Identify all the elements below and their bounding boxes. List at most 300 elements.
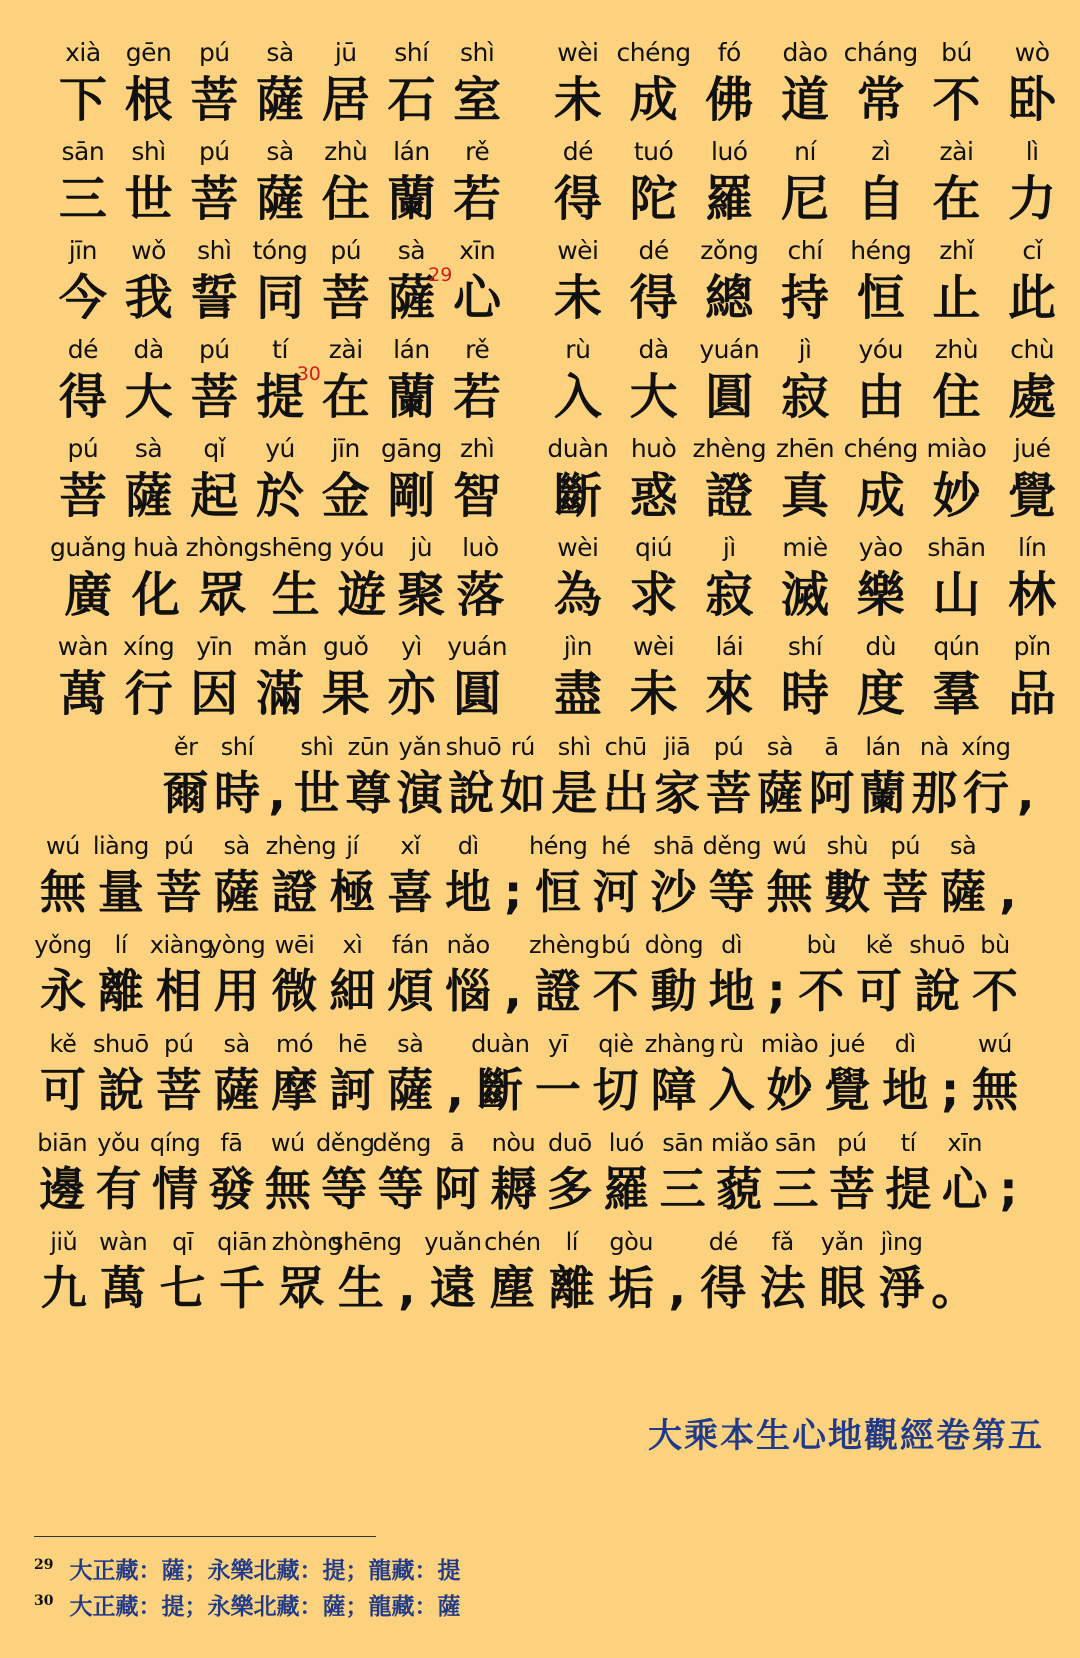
hanzi: 世 [293, 766, 340, 820]
punctuation-cell [761, 928, 793, 1032]
char-cell [540, 432, 616, 536]
pinyin: liàng [92, 832, 149, 860]
hanzi: 寂 [705, 567, 754, 623]
char-cell [540, 135, 616, 239]
verse-left-half [50, 36, 510, 140]
pinyin: chū [604, 733, 647, 761]
char-cell [50, 432, 116, 536]
hanzi: 說 [97, 1063, 144, 1117]
hanzi: 求 [629, 567, 678, 623]
hanzi: 果 [321, 666, 370, 722]
hanzi: 自 [856, 171, 905, 227]
char-cell [150, 1027, 208, 1131]
hanzi: 菩 [155, 865, 202, 919]
pinyin: guǎng [50, 533, 127, 562]
char-cell [50, 135, 116, 239]
char-cell [313, 135, 379, 239]
pinyin: kě [49, 1030, 77, 1058]
char-cell [331, 1225, 402, 1329]
pinyin: shí [220, 733, 254, 761]
pinyin: sà [134, 434, 163, 463]
pinyin: wèi [557, 236, 599, 265]
char-cell [92, 829, 150, 933]
hanzi: 塵 [489, 1261, 536, 1315]
char-cell [266, 1027, 324, 1131]
char-cell [767, 135, 843, 239]
pinyin: yǎn [398, 733, 442, 761]
hanzi: 河 [592, 865, 639, 919]
pinyin: yú [265, 434, 295, 463]
pinyin: lán [393, 137, 430, 166]
pinyin: děng [372, 1129, 431, 1157]
char-cell [181, 36, 247, 140]
verse-right-half [540, 36, 1070, 140]
char-cell [994, 234, 1070, 338]
char-cell [767, 432, 843, 536]
char-cell [497, 730, 548, 834]
hanzi: 羅 [603, 1162, 650, 1216]
hanzi: , [1016, 766, 1035, 820]
hanzi: 量 [97, 865, 144, 919]
pinyin: zhèng [265, 832, 337, 860]
hanzi: 出 [602, 766, 649, 820]
hanzi: , [668, 1261, 686, 1315]
pinyin: shí [787, 632, 823, 661]
hanzi: 。 [931, 1261, 978, 1315]
hanzi: 菩 [321, 270, 370, 326]
pinyin: miǎo [710, 1129, 769, 1157]
hanzi: 等 [377, 1162, 424, 1216]
char-cell [247, 234, 313, 338]
pinyin: dì [721, 931, 743, 959]
hanzi: 薩 [387, 270, 436, 326]
pinyin: ā [824, 733, 839, 761]
pinyin [263, 730, 291, 764]
pinyin: pú [198, 335, 230, 364]
pinyin: nǎo [446, 931, 490, 959]
pinyin: héng [528, 832, 588, 860]
hanzi: 細 [329, 964, 376, 1018]
hanzi: ; [503, 865, 523, 919]
pinyin: zhǐ [939, 236, 974, 265]
prose-row [34, 829, 1024, 933]
hanzi: 九 [40, 1261, 87, 1315]
pinyin: wò [1014, 38, 1050, 67]
char-cell [93, 1225, 152, 1329]
pinyin: chén [484, 1228, 541, 1256]
pinyin: zhù [324, 137, 368, 166]
char-cell [149, 928, 214, 1032]
hanzi: 無 [39, 865, 86, 919]
pinyin: qǐ [203, 434, 226, 463]
hanzi: 蘭 [387, 369, 436, 425]
char-cell [616, 432, 692, 536]
hanzi: 大 [629, 369, 678, 425]
char-cell [92, 1027, 150, 1131]
char-cell [691, 135, 767, 239]
char-cell [966, 928, 1024, 1032]
pinyin: dào [782, 38, 828, 67]
pinyin: bú [601, 931, 631, 959]
pinyin: sà [397, 236, 426, 265]
char-cell [394, 730, 445, 834]
char-cell [598, 1126, 654, 1230]
pinyin: lái [715, 632, 744, 661]
hanzi: 不 [932, 72, 981, 128]
pinyin: rù [565, 335, 591, 364]
hanzi: 菩 [190, 72, 239, 128]
hanzi: 根 [124, 72, 173, 128]
hanzi: 薩 [213, 865, 260, 919]
pinyin [497, 829, 529, 863]
hanzi: 爾 [162, 766, 209, 820]
pinyin: ā [449, 1129, 465, 1157]
hanzi: ; [767, 964, 786, 1018]
pinyin: pú [198, 38, 230, 67]
hanzi: , [268, 766, 286, 820]
hanzi: 生 [271, 567, 320, 623]
char-cell [332, 531, 391, 635]
hanzi: 尊 [345, 766, 392, 820]
char-cell [147, 1126, 203, 1230]
pinyin: jì [798, 335, 812, 364]
hanzi: 得 [553, 171, 602, 227]
char-cell [703, 730, 754, 834]
hanzi: 阿 [434, 1162, 481, 1216]
footnote-marker[interactable]: 29 [428, 264, 453, 286]
hanzi: 起 [190, 468, 239, 524]
char-cell [181, 333, 247, 437]
hanzi: 不 [971, 964, 1018, 1018]
char-cell [600, 730, 651, 834]
punctuation-cell [1012, 730, 1040, 834]
hanzi: 未 [553, 72, 602, 128]
hanzi: 演 [396, 766, 443, 820]
char-cell [934, 829, 992, 933]
pinyin: shuō [93, 1030, 149, 1058]
char-cell [423, 1225, 482, 1329]
hanzi: 滅 [781, 567, 830, 623]
pinyin: zūn [347, 733, 390, 761]
hanzi: 時 [214, 766, 261, 820]
hanzi: 得 [629, 270, 678, 326]
prose-row [34, 1027, 1024, 1131]
pinyin: qún [933, 632, 980, 661]
hanzi: 情 [152, 1162, 199, 1216]
pinyin: zhì [459, 434, 495, 463]
char-cell [529, 829, 587, 933]
hanzi: 入 [553, 369, 602, 425]
punctuation-cell [934, 1027, 966, 1131]
pinyin: yī [547, 1030, 568, 1058]
pinyin: sà [397, 1030, 424, 1058]
punctuation-cell [992, 829, 1024, 933]
pinyin: jiǔ [50, 1228, 78, 1256]
hanzi: 切 [592, 1063, 639, 1117]
pinyin: duō [548, 1129, 592, 1157]
hanzi: 菩 [155, 1063, 202, 1117]
punctuation-cell [391, 1225, 424, 1329]
pinyin: cǐ [1022, 236, 1043, 265]
pinyin: wú [270, 1129, 305, 1157]
footnote-marker[interactable]: 30 [296, 363, 321, 385]
char-cell [850, 928, 908, 1032]
char-cell [381, 928, 439, 1032]
pinyin: xīn [947, 1129, 982, 1157]
pinyin: shì [460, 38, 495, 67]
pinyin: qiè [598, 1030, 634, 1058]
char-cell [160, 730, 211, 834]
hanzi: 薩 [256, 171, 305, 227]
char-cell [703, 928, 761, 1032]
char-cell [994, 630, 1070, 734]
hanzi: 離 [97, 964, 144, 1018]
char-cell [116, 630, 182, 734]
pinyin: dé [67, 335, 98, 364]
char-cell [691, 432, 767, 536]
char-cell [540, 234, 616, 338]
pinyin: nà [919, 733, 949, 761]
hanzi: 眾 [198, 567, 247, 623]
hanzi: 未 [629, 666, 678, 722]
pinyin: shì [197, 236, 232, 265]
hanzi: 多 [546, 1162, 593, 1216]
hanzi: 妙 [766, 1063, 813, 1117]
pinyin: yuán [699, 335, 760, 364]
prose-row [34, 1225, 978, 1329]
pinyin: sān [662, 1129, 704, 1157]
hanzi: 沙 [650, 865, 697, 919]
hanzi: 邊 [39, 1162, 86, 1216]
pinyin: mǎn [253, 632, 308, 661]
char-cell [50, 630, 116, 734]
char-cell [381, 1027, 439, 1131]
char-cell [381, 829, 439, 933]
pinyin: sà [266, 38, 294, 67]
pinyin: bú [941, 38, 972, 67]
pinyin: duàn [471, 1030, 530, 1058]
hanzi: 圓 [705, 369, 754, 425]
hanzi: 地 [445, 865, 492, 919]
hanzi: 發 [208, 1162, 255, 1216]
hanzi: 障 [650, 1063, 697, 1117]
pinyin: shù [826, 832, 869, 860]
hanzi: 卧 [1008, 72, 1057, 128]
hanzi: 是 [551, 766, 598, 820]
pinyin: shēng [331, 1228, 402, 1256]
char-cell [247, 36, 313, 140]
char-cell [843, 630, 919, 734]
hanzi: 心 [453, 270, 502, 326]
char-cell [691, 234, 767, 338]
char-cell [116, 135, 182, 239]
pinyin: shì [131, 137, 166, 166]
char-cell [444, 432, 510, 536]
hanzi: 得 [58, 369, 107, 425]
char-cell [812, 1225, 871, 1329]
char-cell [919, 234, 995, 338]
char-cell [919, 432, 995, 536]
pinyin: xǐ [400, 832, 421, 860]
hanzi: 薩 [387, 1063, 434, 1117]
hanzi: 證 [705, 468, 754, 524]
char-cell [691, 36, 767, 140]
char-cell [34, 829, 92, 933]
hanzi: 佛 [705, 72, 754, 128]
hanzi: 此 [1008, 270, 1057, 326]
pinyin: hé [601, 832, 631, 860]
pinyin: zhù [934, 335, 979, 364]
pinyin: lí [565, 1228, 578, 1256]
char-cell [483, 1225, 542, 1329]
pinyin: luó [711, 137, 748, 166]
hanzi: 那 [911, 766, 958, 820]
pinyin: chí [787, 236, 823, 265]
hanzi: 菩 [705, 766, 752, 820]
pinyin: qiú [634, 533, 673, 562]
char-cell [271, 1225, 343, 1329]
char-cell [485, 1126, 541, 1230]
pinyin: pú [67, 434, 99, 463]
hanzi: 地 [882, 1063, 929, 1117]
hanzi: 藐 [716, 1162, 763, 1216]
char-cell [444, 333, 510, 437]
char-cell [587, 928, 645, 1032]
char-cell [876, 1027, 934, 1131]
char-cell [872, 1225, 931, 1329]
pinyin [931, 1225, 964, 1259]
char-cell [372, 1126, 431, 1230]
verse-left-half [50, 135, 510, 239]
char-cell [651, 730, 702, 834]
hanzi: 不 [798, 964, 845, 1018]
pinyin: tí [900, 1129, 916, 1157]
footnote-29: $^{29}$ 大正藏：薩；永樂北藏：提；龍藏：提 [34, 1557, 461, 1584]
char-cell [644, 1027, 716, 1131]
char-cell [313, 630, 379, 734]
hanzi: 提 [256, 369, 305, 425]
pinyin: jué [829, 1030, 865, 1058]
pinyin: wèi [557, 38, 599, 67]
char-cell [116, 333, 182, 437]
pinyin: wēi [274, 931, 315, 959]
hanzi: 菩 [190, 369, 239, 425]
char-cell [691, 531, 767, 635]
pinyin: zhàng [644, 1030, 716, 1058]
char-cell [694, 1225, 753, 1329]
pinyin: héng [850, 236, 912, 265]
pinyin: wú [772, 832, 807, 860]
char-cell [451, 531, 510, 635]
pinyin: rú [510, 733, 535, 761]
punctuation-cell [931, 1225, 978, 1329]
pinyin: jí [346, 832, 359, 860]
verse-left-half [50, 234, 510, 338]
hanzi: , [398, 1261, 416, 1315]
hanzi: 阿 [808, 766, 855, 820]
hanzi: 法 [759, 1261, 806, 1315]
pinyin: jīn [68, 236, 97, 265]
hanzi: 住 [932, 369, 981, 425]
hanzi: 斷 [553, 468, 602, 524]
pinyin: yǒu [97, 1129, 140, 1157]
hanzi: 萬 [58, 666, 107, 722]
char-cell [843, 234, 919, 338]
char-cell [259, 531, 332, 635]
char-cell [919, 531, 995, 635]
hanzi: 薩 [213, 1063, 260, 1117]
hanzi: 來 [705, 666, 754, 722]
pinyin: jù [410, 533, 433, 562]
hanzi: 陀 [629, 171, 678, 227]
hanzi: 淨 [878, 1261, 925, 1315]
char-cell [540, 630, 616, 734]
char-cell [379, 36, 445, 140]
char-cell [181, 135, 247, 239]
pinyin: fǎ [771, 1228, 794, 1256]
pinyin: sà [223, 1030, 250, 1058]
hanzi: 下 [58, 72, 107, 128]
char-cell [203, 1126, 259, 1230]
char-cell [542, 1126, 598, 1230]
pinyin: pú [164, 832, 194, 860]
char-cell [379, 630, 445, 734]
char-cell [323, 829, 381, 933]
hanzi: 室 [453, 72, 502, 128]
punctuation-cell [661, 1225, 694, 1329]
char-cell [654, 1126, 710, 1230]
char-cell [260, 1126, 316, 1230]
pinyin [1012, 730, 1040, 764]
pinyin: xiàng [149, 931, 214, 959]
pinyin: xīn [459, 236, 496, 265]
hanzi: 蘭 [387, 171, 436, 227]
pinyin: yòng [207, 931, 266, 959]
char-cell [444, 234, 510, 338]
hanzi: 微 [271, 964, 318, 1018]
char-cell [445, 730, 502, 834]
hanzi: 入 [708, 1063, 755, 1117]
pinyin: fán [391, 931, 429, 959]
hanzi: 永 [39, 964, 86, 1018]
char-cell [843, 432, 919, 536]
verse-row [38, 630, 1057, 734]
hanzi: 證 [271, 865, 318, 919]
char-cell [34, 1225, 93, 1329]
pinyin: zài [328, 335, 363, 364]
pinyin: dì [894, 1030, 916, 1058]
hanzi: 今 [58, 270, 107, 326]
verse-left-half [50, 333, 510, 437]
char-cell [116, 432, 182, 536]
hanzi: 羣 [932, 666, 981, 722]
hanzi: 道 [781, 72, 830, 128]
hanzi: 居 [321, 72, 370, 128]
char-cell [323, 1027, 381, 1131]
hanzi: 萬 [100, 1261, 147, 1315]
char-cell [767, 36, 843, 140]
hanzi: 羅 [705, 171, 754, 227]
char-cell [379, 135, 445, 239]
pinyin: shān [927, 533, 986, 562]
pinyin: dì [457, 832, 479, 860]
char-cell [208, 829, 266, 933]
pinyin: sān [775, 1129, 816, 1157]
char-cell [379, 234, 453, 338]
hanzi: 相 [155, 964, 202, 1018]
pinyin: dà [133, 335, 164, 364]
hanzi: 薩 [757, 766, 803, 820]
